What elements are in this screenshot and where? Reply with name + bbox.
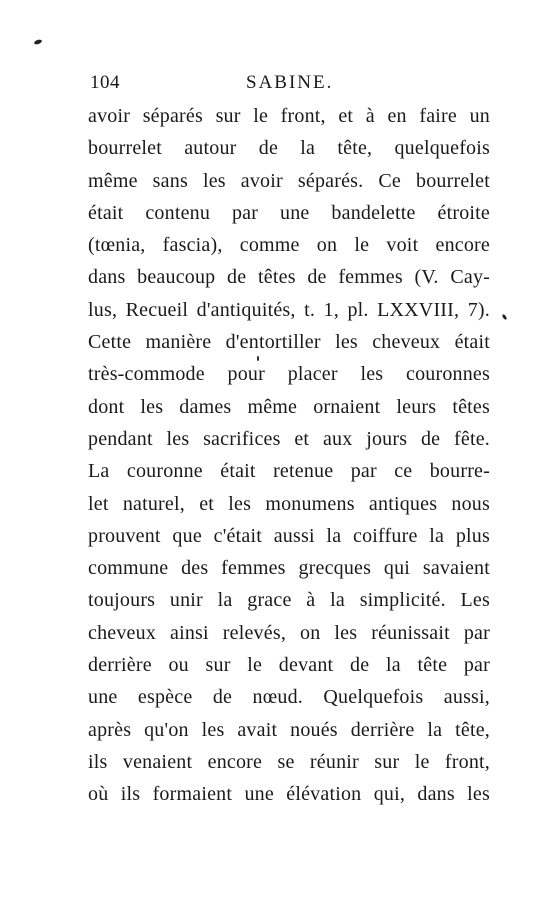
body-text xyxy=(88,100,490,811)
text-line: toujours unir la grace à la simplicité. Les xyxy=(88,589,490,612)
text-line: commune des femmes grecques qui savaient xyxy=(88,557,490,580)
running-head: SABINE. xyxy=(246,72,334,93)
text-line: où ils formaient une élévation qui, dans les xyxy=(88,783,490,806)
text-line: bourrelet autour de la tête, quelquefois xyxy=(88,137,490,160)
text-line: pendant les sacrifices et aux jours de fête. xyxy=(88,427,490,450)
text-line: dont les dames même ornaient leurs têtes xyxy=(88,395,490,418)
text-line: dans beaucoup de têtes de femmes (V. Cay- xyxy=(88,266,490,289)
text-line: une espèce de nœud. Quelquefois aussi, xyxy=(88,686,490,709)
text-line: lus, Recueil d'antiquités, t. 1, pl. LXXVIII, 7). xyxy=(88,298,490,321)
text-line: ils venaient encore se réunir sur le front, xyxy=(88,750,490,773)
page-header xyxy=(90,72,490,98)
text-line: prouvent que c'était aussi la coiffure la plus xyxy=(88,524,490,547)
text-line: avoir séparés sur le front, et à en faire un xyxy=(88,105,490,127)
text-line: cheveux ainsi relevés, on les réunissait par xyxy=(88,621,490,644)
text-line: derrière ou sur le devant de la tête par xyxy=(88,654,490,677)
text-line: même sans les avoir séparés. Ce bourrelet xyxy=(88,169,490,192)
page-number: 104 xyxy=(90,72,120,93)
text-line: (tœnia, fascia), comme on le voit encore xyxy=(88,234,490,257)
ink-speck-mark xyxy=(34,39,43,45)
text-line: Cette manière d'entortiller les cheveux était xyxy=(88,331,490,354)
ink-speck-mark xyxy=(502,314,508,321)
text-line: let naturel, et les monumens antiques nous xyxy=(88,492,490,515)
text-line: après qu'on les avait noués derrière la tête, xyxy=(88,718,490,741)
text-line: très-commode pour placer les couronnes xyxy=(88,363,490,386)
text-line: était contenu par une bandelette étroite xyxy=(88,201,490,224)
text-line: La couronne était retenue par ce bourre- xyxy=(88,460,490,483)
